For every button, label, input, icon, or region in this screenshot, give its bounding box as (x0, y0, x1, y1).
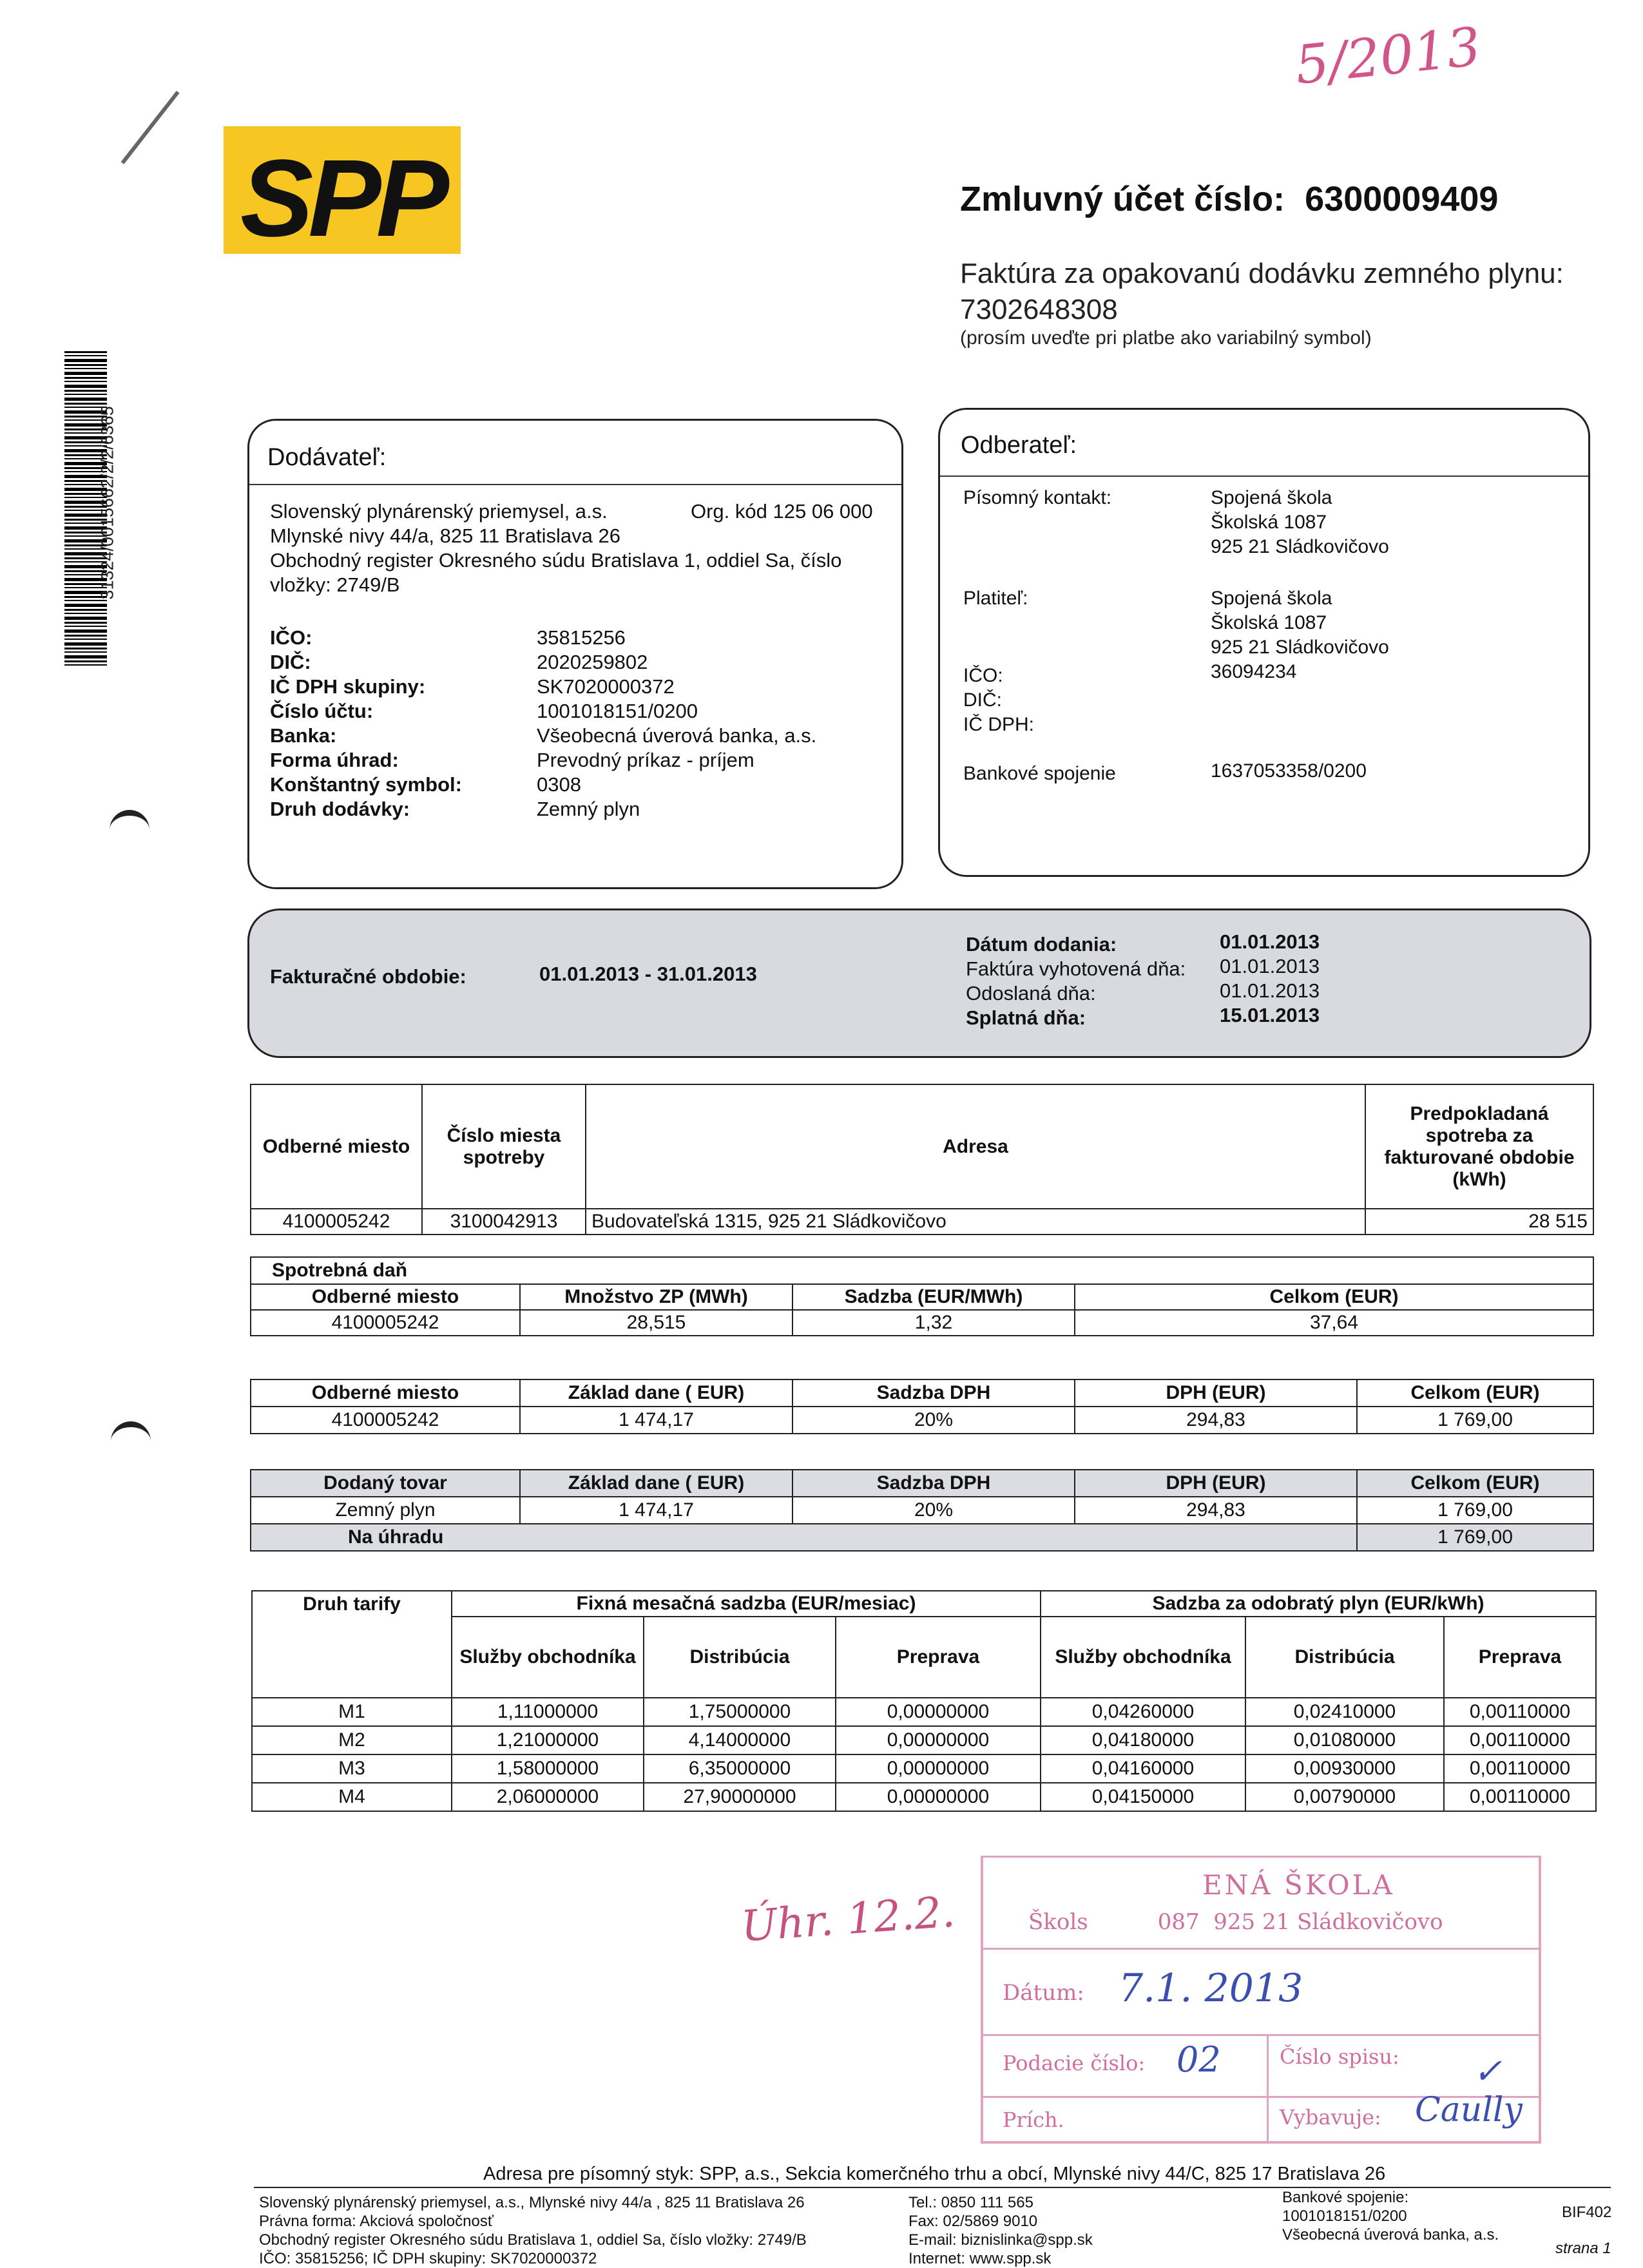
col-header: Množstvo ZP (MWh) (520, 1284, 793, 1310)
total-value: 1 769,00 (1357, 1524, 1593, 1551)
group-header: Sadzba za odobratý plyn (EUR/kWh) (1041, 1591, 1596, 1617)
col-header: Celkom (EUR) (1357, 1470, 1593, 1497)
tariff-name: M3 (252, 1754, 452, 1783)
footer-line: Obchodný register Okresného súdu Bratislava 1, oddiel Sa, číslo vložky: 2749/B (259, 2231, 807, 2249)
cell: 3100042913 (422, 1209, 586, 1235)
check-mark-icon: ✓ (1473, 2051, 1503, 2091)
cell: 1,21000000 (452, 1726, 644, 1754)
vat-table (250, 1379, 1594, 1434)
cell: 0,00790000 (1245, 1783, 1444, 1811)
sub-header: Služby obchodníka (1041, 1617, 1245, 1698)
cell: 1,11000000 (452, 1698, 644, 1726)
footer-contacts (908, 2193, 1093, 2268)
delivery-date-label: Dátum dodania: (966, 933, 1117, 956)
col-header: Celkom (EUR) (1357, 1379, 1593, 1407)
cell: 20% (793, 1497, 1075, 1524)
cell: 294,83 (1075, 1497, 1357, 1524)
footer-bank (1282, 2188, 1499, 2244)
constant-symbol-value: 0308 (537, 773, 581, 796)
sent-date-value: 01.01.2013 (1220, 979, 1320, 1002)
footer-bank-line: Všeobecná úverová banka, a.s. (1282, 2226, 1499, 2244)
contact-label: Písomný kontakt: (963, 487, 1112, 508)
cell: 0,04260000 (1041, 1698, 1245, 1726)
supplier-box (247, 419, 903, 889)
cell: 0,00000000 (836, 1726, 1041, 1754)
stamp-line2: Škols 087 925 21 Sládkovičovo (1028, 1909, 1443, 1935)
sub-header: Služby obchodníka (452, 1617, 644, 1698)
handwritten-reference: 5/2013 (1292, 16, 1484, 97)
bank-connection-label: Bankové spojenie (963, 763, 1116, 784)
cell: 6,35000000 (644, 1754, 836, 1783)
stamp-prich-label: Prích. (1003, 2108, 1064, 2132)
issue-date-label: Faktúra vyhotovená dňa: (966, 957, 1186, 980)
cell: 0,00000000 (836, 1754, 1041, 1783)
divider (249, 484, 901, 485)
footer-phone: Tel.: 0850 111 565 (908, 2194, 1033, 2211)
tariff-name: M1 (252, 1698, 452, 1726)
group-header: Fixná mesačná sadzba (EUR/mesiac) (452, 1591, 1041, 1617)
cell: 0,04160000 (1041, 1754, 1245, 1783)
dic-label: DIČ: (270, 651, 311, 673)
bank-connection-value: 1637053358/0200 (1211, 760, 1367, 782)
bank-value: Všeobecná úverová banka, a.s. (537, 724, 817, 747)
cell: 0,00000000 (836, 1783, 1041, 1811)
tariff-name: M4 (252, 1783, 452, 1811)
sub-header: Preprava (836, 1617, 1041, 1698)
consumption-place-table (250, 1084, 1594, 1235)
supplier-org-code: Org. kód 125 06 000 (691, 500, 873, 523)
col-header: Odberné miesto (251, 1379, 520, 1407)
footer-address: Adresa pre písomný styk: SPP, a.s., Sekcia komerčného trhu a obcí, Mlynské nivy 44/C, 825 17 Bratislava 26 (483, 2164, 1386, 2184)
payment-form-label: Forma úhrad: (270, 749, 399, 771)
delivery-type-value: Zemný plyn (537, 798, 640, 820)
payer-line: Spojená škola (1211, 588, 1332, 609)
stamp-divider (1267, 2034, 1269, 2141)
cell: 1 474,17 (520, 1497, 793, 1524)
cell: 0,00930000 (1245, 1754, 1444, 1783)
account-number: 6300009409 (1305, 180, 1499, 218)
cell: 0,01080000 (1245, 1726, 1444, 1754)
spp-logo-text: SPP (240, 137, 445, 260)
cell: 294,83 (1075, 1407, 1357, 1434)
invoice-number: 7302648308 (960, 294, 1118, 325)
cell: 0,00110000 (1444, 1754, 1596, 1783)
sub-header: Preprava (1444, 1617, 1596, 1698)
account-heading (960, 179, 1498, 219)
goods-table (250, 1469, 1594, 1552)
punch-hole (111, 1421, 151, 1452)
ico-label: IČO: (270, 626, 312, 649)
delivery-type-label: Druh dodávky: (270, 798, 410, 820)
sent-date-label: Odoslaná dňa: (966, 982, 1096, 1004)
billing-period-label: Fakturačné obdobie: (270, 965, 466, 988)
handwritten-payment-note: Úhr. 12.2. (739, 1887, 957, 1952)
account-number-label: Číslo účtu: (270, 700, 374, 722)
col-header: DPH (EUR) (1075, 1379, 1357, 1407)
account-label: Zmluvný účet číslo: (960, 180, 1285, 218)
dic-value: 2020259802 (537, 651, 648, 673)
col-header: Odberné miesto (251, 1084, 422, 1209)
tariff-table (251, 1590, 1597, 1812)
delivery-date-value: 01.01.2013 (1220, 930, 1320, 953)
col-header: Druh tarify (252, 1591, 452, 1617)
stamp-spis-label: Číslo spisu: (1280, 2044, 1399, 2069)
col-header: Sadzba (EUR/MWh) (793, 1284, 1075, 1310)
footer-line: Právna forma: Akciová spoločnosť (259, 2213, 494, 2230)
cell: 1,32 (793, 1310, 1075, 1336)
col-header: Celkom (EUR) (1075, 1284, 1593, 1310)
footer-email: E-mail: biznislinka@spp.sk (908, 2231, 1093, 2249)
footer-line: IČO: 35815256; IČ DPH skupiny: SK7020000372 (259, 2250, 597, 2267)
tariff-name: M2 (252, 1726, 452, 1754)
stamp-podacie-label: Podacie číslo: (1003, 2051, 1146, 2075)
page-number: strana 1 (1555, 2240, 1611, 2257)
supplier-line: Obchodný register Okresného súdu Bratislava 1, oddiel Sa, číslo (270, 549, 842, 572)
footer-line: Slovenský plynárenský priemysel, a.s., Mlynské nivy 44/a , 825 11 Bratislava 26 (259, 2194, 805, 2211)
cell: 28,515 (520, 1310, 793, 1336)
ic-dph-value: SK7020000372 (537, 675, 675, 698)
invoice-note: (prosím uveďte pri platbe ako variabilný symbol) (960, 327, 1372, 349)
spp-logo (224, 126, 461, 260)
col-header: Dodaný tovar (251, 1470, 520, 1497)
cell: 4100005242 (251, 1209, 422, 1235)
cell: 0,00110000 (1444, 1783, 1596, 1811)
col-header: Adresa (586, 1084, 1365, 1209)
col-header: Sadzba DPH (793, 1470, 1075, 1497)
cell: 1 769,00 (1357, 1407, 1593, 1434)
col-header: Základ dane ( EUR) (520, 1379, 793, 1407)
date-values (1220, 930, 1320, 1028)
footer-bank-line: Bankové spojenie: (1282, 2189, 1409, 2206)
cell: 27,90000000 (644, 1783, 836, 1811)
supplier-line: Slovenský plynárenský priemysel, a.s. (270, 500, 608, 523)
payer-line: Školská 1087 (1211, 612, 1327, 633)
sub-header: Distribúcia (644, 1617, 836, 1698)
due-date-label: Splatná dňa: (966, 1006, 1086, 1029)
stamp-signature: Caully (1415, 2091, 1523, 2129)
billing-period-box (247, 908, 1591, 1058)
contact-lines (1211, 486, 1389, 559)
col-header: Odberné miesto (251, 1284, 520, 1310)
footer-company (259, 2193, 807, 2268)
footer-web: Internet: www.spp.sk (908, 2250, 1052, 2267)
issue-date-value: 01.01.2013 (1220, 955, 1320, 977)
payer-line: 925 21 Sládkovičovo (1211, 637, 1389, 658)
contact-line: Školská 1087 (1211, 512, 1327, 533)
bank-label: Banka: (270, 724, 337, 747)
stamp-date-label: Dátum: (1003, 1980, 1084, 2006)
date-labels (966, 932, 1186, 1030)
contact-line: 925 21 Sládkovičovo (1211, 536, 1389, 557)
cell: 20% (793, 1407, 1075, 1434)
footer-fax: Fax: 02/5869 9010 (908, 2213, 1038, 2230)
staple-mark (121, 91, 180, 164)
ico-value: 35815256 (537, 626, 626, 649)
cell: 0,04180000 (1041, 1726, 1245, 1754)
customer-id-labels (963, 664, 1034, 737)
footer-form-code: BIF402 (1562, 2204, 1612, 2221)
cell: 37,64 (1075, 1310, 1593, 1336)
supplier-title: Dodávateľ: (267, 444, 387, 471)
cell: Zemný plyn (251, 1497, 520, 1524)
col-header: Základ dane ( EUR) (520, 1470, 793, 1497)
account-number-value: 1001018151/0200 (537, 700, 698, 722)
excise-tax-table (250, 1256, 1594, 1336)
cell: 1 769,00 (1357, 1497, 1593, 1524)
stamp-podacie-value: 02 (1177, 2039, 1221, 2080)
payment-form-value: Prevodný príkaz - príjem (537, 749, 754, 771)
cell: 1,58000000 (452, 1754, 644, 1783)
stamp-rule (983, 2034, 1539, 2036)
sub-header: Distribúcia (1245, 1617, 1444, 1698)
cell: 0,00110000 (1444, 1726, 1596, 1754)
table-title: Spotrebná daň (251, 1257, 1593, 1284)
supplier-line: vložky: 2749/B (270, 573, 400, 596)
payer-label: Platiteľ: (963, 588, 1028, 609)
ic-dph-label: IČ DPH: (963, 714, 1035, 735)
contact-line: Spojená škola (1211, 487, 1332, 508)
supplier-field-values (537, 626, 816, 822)
cell: 0,00110000 (1444, 1698, 1596, 1726)
billing-period-value: 01.01.2013 - 31.01.2013 (539, 963, 757, 985)
cell: 4100005242 (251, 1310, 520, 1336)
divider (940, 476, 1588, 477)
col-header: Predpokladaná spotreba za fakturované obdobie (kWh) (1365, 1084, 1593, 1209)
total-label: Na úhradu (251, 1524, 1357, 1551)
supplier-field-labels (270, 626, 462, 822)
punch-hole (110, 810, 149, 840)
customer-box (938, 408, 1590, 877)
cell: 28 515 (1365, 1209, 1593, 1235)
col-header: Číslo miesta spotreby (422, 1084, 586, 1209)
col-header: Sadzba DPH (793, 1379, 1075, 1407)
cell: 1,75000000 (644, 1698, 836, 1726)
cell: 0,00000000 (836, 1698, 1041, 1726)
cell: 0,04150000 (1041, 1783, 1245, 1811)
cell: Budovateľská 1315, 925 21 Sládkovičovo (586, 1209, 1365, 1235)
due-date-value: 15.01.2013 (1220, 1004, 1320, 1026)
cell: 0,02410000 (1245, 1698, 1444, 1726)
footer-bank-line: 1001018151/0200 (1282, 2207, 1407, 2225)
constant-symbol-label: Konštantný symbol: (270, 773, 462, 796)
stamp-rule (983, 1948, 1539, 1950)
ic-dph-label: IČ DPH skupiny: (270, 675, 426, 698)
stamp-line1: ENÁ ŠKOLA (1202, 1869, 1395, 1901)
stamp-date-value: 7.1. 2013 (1119, 1966, 1303, 2011)
customer-title: Odberateľ: (961, 432, 1077, 459)
cell: 4100005242 (251, 1407, 520, 1434)
dic-label: DIČ: (963, 689, 1002, 711)
barcode-text: 31324/0015662/2/2/6365 (97, 406, 117, 600)
cell: 4,14000000 (644, 1726, 836, 1754)
invoice-label: Faktúra za opakovanú dodávku zemného plynu: (960, 258, 1564, 289)
cell: 1 474,17 (520, 1407, 793, 1434)
registry-stamp (981, 1856, 1541, 2144)
supplier-line: Mlynské nivy 44/a, 825 11 Bratislava 26 (270, 524, 620, 547)
payer-ico: 36094234 (1211, 661, 1297, 682)
payer-lines (1211, 586, 1389, 684)
empty-cell (252, 1617, 452, 1698)
ico-label: IČO: (963, 665, 1003, 686)
cell: 2,06000000 (452, 1783, 644, 1811)
col-header: DPH (EUR) (1075, 1470, 1357, 1497)
stamp-vybavuje-label: Vybavuje: (1280, 2105, 1381, 2129)
